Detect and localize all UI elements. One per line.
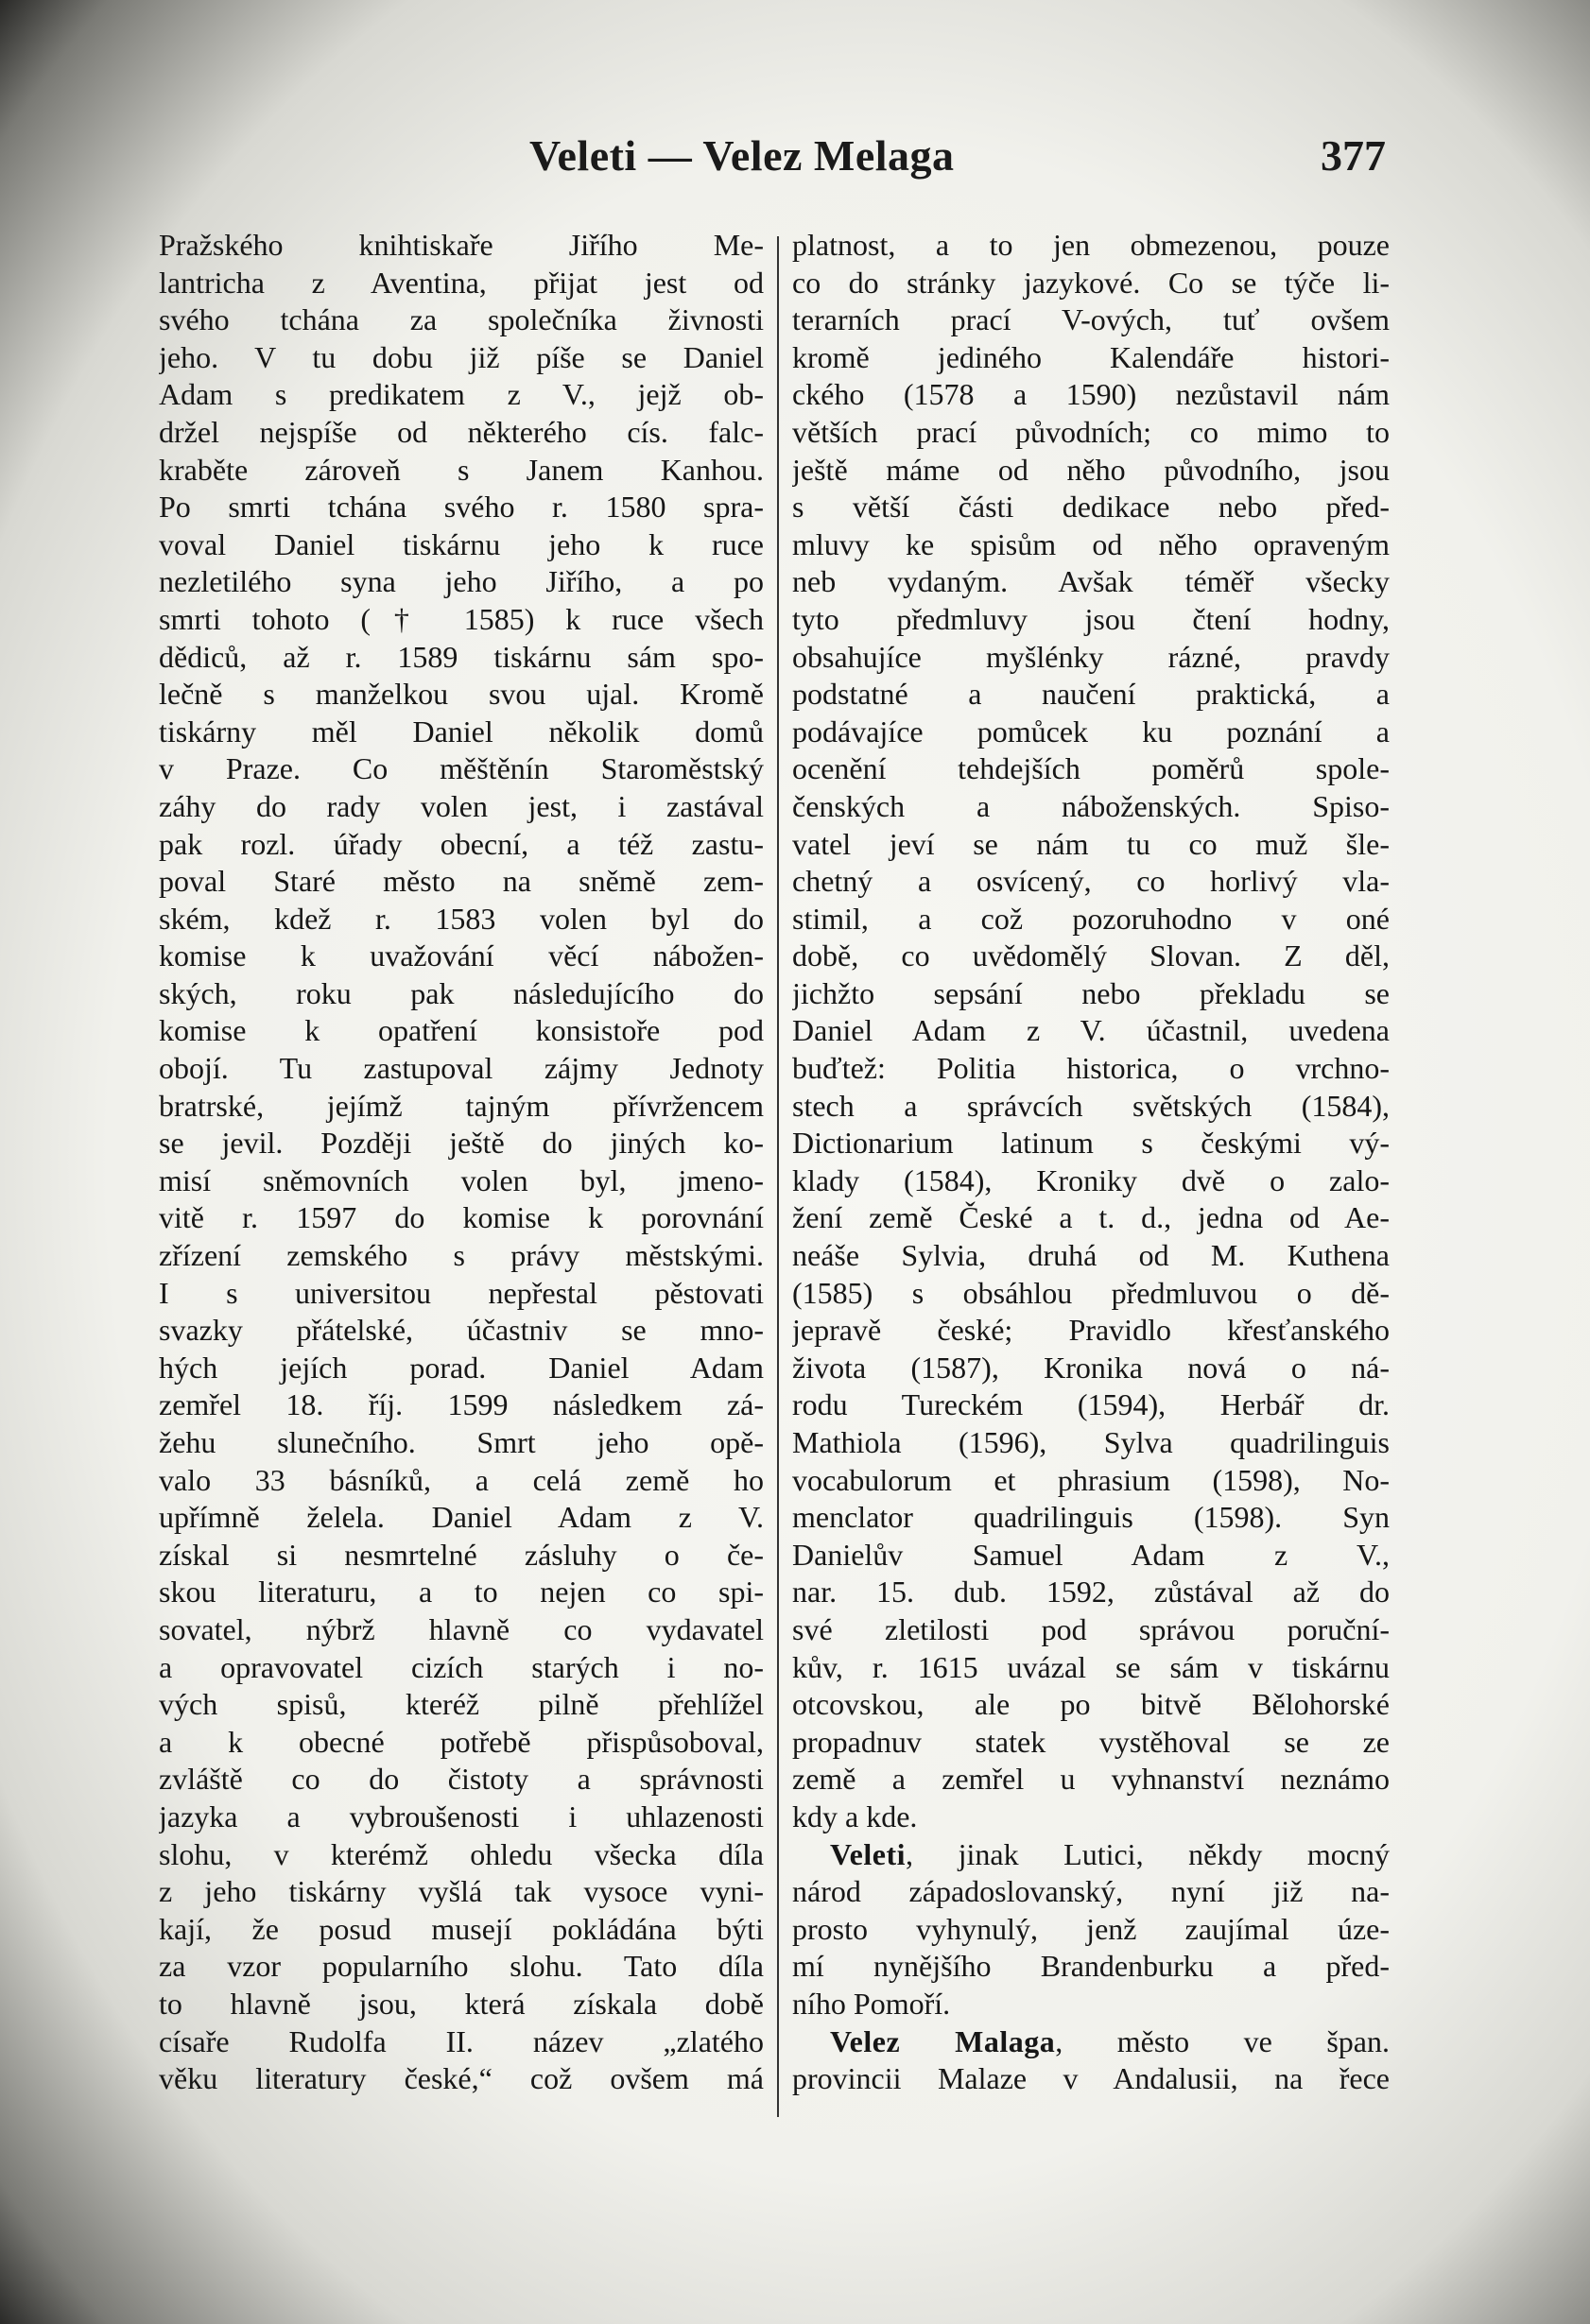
text-line: života (1587), Kronika nová o ná- — [792, 1350, 1390, 1385]
text-line: valo 33 básníků, a celá země ho — [159, 1462, 764, 1497]
text-line: s větší části dedikace nebo před- — [792, 490, 1390, 525]
text-line: jepravě české; Pravidlo křesťanského — [792, 1313, 1390, 1348]
text-line: (1585) s obsáhlou předmluvou o dě- — [792, 1275, 1390, 1310]
text-line: kraběte zároveň s Janem Kanhou. — [159, 452, 764, 487]
page-number: 377 — [1321, 131, 1386, 180]
text-line: Mathiola (1596), Sylva quadrilinguis — [792, 1425, 1390, 1459]
text-line: komise k uvažování věcí nábožen- — [159, 938, 764, 973]
entry-veleti-line: prosto vyhynulý, jenž zaujímal úze- — [792, 1911, 1390, 1946]
text-line: nezletilého syna jeho Jiřího, a po — [159, 564, 764, 599]
text-line: země a zemřel u vyhnanství neznámo — [792, 1762, 1390, 1797]
text-line: skou literaturu, a to nejen co spi- — [159, 1575, 764, 1610]
text-line: upřímně želela. Daniel Adam z V. — [159, 1500, 764, 1535]
text-line: ských, roku pak následujícího do — [159, 975, 764, 1010]
text-line: z jeho tiskárny vyšlá tak vysoce vyni- — [159, 1874, 764, 1909]
text-line: zemřel 18. říj. 1599 následkem zá- — [159, 1387, 764, 1422]
text-line: pak rozl. úřady obecní, a též zastu- — [159, 826, 764, 861]
text-line: slohu, v kterémž ohledu všecka díla — [159, 1836, 764, 1871]
text-line: klady (1584), Kroniky dvě o zalo- — [792, 1162, 1390, 1197]
entry-velez-text: , město ve špan. — [1055, 2023, 1390, 2058]
text-line: a k obecné potřebě přispůsoboval, — [159, 1724, 764, 1759]
text-line: chetný a osvícený, co horlivý vla- — [792, 864, 1390, 899]
text-line: neáše Sylvia, druhá od M. Kuthena — [792, 1238, 1390, 1273]
text-line: Danielův Samuel Adam z V., — [792, 1537, 1390, 1572]
text-line: obsahujíce myšlénky rázné, pravdy — [792, 639, 1390, 674]
text-line: v Praze. Co měštěnín Staroměstský — [159, 751, 764, 786]
text-line: držel nejspíše od některého cís. falc- — [159, 414, 764, 449]
text-line: Dictionarium latinum s českými vý- — [792, 1126, 1390, 1161]
text-line: misí sněmovních volen byl, jmeno- — [159, 1162, 764, 1197]
right-column-text — [792, 227, 1390, 1836]
text-line: voval Daniel tiskárnu jeho k ruce — [159, 526, 764, 561]
text-line: jeho. V tu dobu již píše se Daniel — [159, 339, 764, 374]
text-line: se jevil. Později ještě do jiných ko- — [159, 1126, 764, 1161]
text-line: podstatné a naučení praktická, a — [792, 677, 1390, 712]
text-line: tiskárny měl Daniel několik domů — [159, 714, 764, 749]
text-line: Po smrti tchána svého r. 1580 spra- — [159, 490, 764, 525]
text-line: smrti tohoto († 1585) k ruce všech — [159, 601, 764, 636]
entry-velez-first-line — [792, 2023, 1390, 2061]
text-line: svazky přátelské, účastniv se mno- — [159, 1313, 764, 1348]
text-line: věku literatury české,“ což ovšem má — [159, 2061, 764, 2096]
text-line: to hlavně jsou, která získala době — [159, 1986, 764, 2021]
entry-veleti-line: ního Pomoří. — [792, 1986, 951, 2021]
text-line: zřízení zemského s právy městskými. — [159, 1238, 764, 1273]
text-line: co do stránky jazykové. Co se týče li- — [792, 265, 1390, 300]
text-line: terarních prací V-ových, tuť ovšem — [792, 302, 1390, 337]
running-head: Veleti — Velez Melaga — [529, 131, 955, 180]
left-column — [159, 227, 764, 2098]
text-line: mluvy ke spisům od něho opraveným — [792, 526, 1390, 561]
text-line: Daniel Adam z V. účastnil, uvedena — [792, 1013, 1390, 1048]
text-line: vitě r. 1597 do komise k porovnání — [159, 1200, 764, 1235]
text-line: svého tchána za společníka živnosti — [159, 302, 764, 337]
text-line: a opravovatel cizích starých i no- — [159, 1649, 764, 1684]
text-line: žehu slunečního. Smrt jeho opě- — [159, 1425, 764, 1459]
text-line: platnost, a to jen obmezenou, pouze — [792, 228, 1390, 262]
entry-veleti-line: národ západoslovanský, nyní již na- — [792, 1874, 1390, 1909]
text-line: ckého (1578 a 1590) nezůstavil nám — [792, 377, 1390, 412]
text-line: kromě jediného Kalendáře histori- — [792, 339, 1390, 374]
text-line: komise k opatření konsistoře pod — [159, 1013, 764, 1048]
text-line: kají, že posud musejí pokládána býti — [159, 1911, 764, 1946]
text-line: ském, kdež r. 1583 volen byl do — [159, 901, 764, 936]
text-line: žení země České a t. d., jedna od Ae- — [792, 1200, 1390, 1235]
text-line: záhy do rady volen jest, i zastával — [159, 788, 764, 823]
text-line: dědiců, až r. 1589 tiskárnu sám spo- — [159, 639, 764, 674]
page-header — [0, 130, 1590, 187]
text-line: hých jejích porad. Daniel Adam — [159, 1350, 764, 1385]
text-line: za vzor popularního slohu. Tato díla — [159, 1949, 764, 1984]
text-line: tyto předmluvy jsou čtení hodny, — [792, 601, 1390, 636]
text-line: jazyka a vybroušenosti i uhlazenosti — [159, 1799, 764, 1833]
text-line: ocenění tehdejších poměrů spole- — [792, 751, 1390, 786]
text-line: získal si nesmrtelné zásluhy o če- — [159, 1537, 764, 1572]
column-divider — [777, 236, 779, 2117]
text-line: lečně s manželkou svou ujal. Kromě — [159, 677, 764, 712]
text-line: čenských a náboženských. Spiso- — [792, 788, 1390, 823]
entry-veleti-first-line — [792, 1836, 1390, 1874]
entry-head-veleti: Veleti — [830, 1836, 907, 1871]
text-line: propadnuv statek vystěhoval se ze — [792, 1724, 1390, 1759]
text-line: stech a správcích světských (1584), — [792, 1088, 1390, 1123]
text-line: podávajíce pomůcek ku poznání a — [792, 714, 1390, 749]
text-line: kdy a kde. — [792, 1799, 918, 1833]
text-line: nar. 15. dub. 1592, zůstával až do — [792, 1575, 1390, 1610]
text-line: I s universitou nepřestal pěstovati — [159, 1275, 764, 1310]
text-line: sovatel, nýbrž hlavně co vydavatel — [159, 1611, 764, 1646]
entry-veleti-line: mí nynějšího Brandenburku a před- — [792, 1949, 1390, 1984]
text-line: době, co uvědomělý Slovan. Z děl, — [792, 938, 1390, 973]
text-line: Pražského knihtiskaře Jiřího Me- — [159, 228, 764, 262]
text-line: Adam s predikatem z V., jejž ob- — [159, 377, 764, 412]
text-line: císaře Rudolfa II. název „zlatého — [159, 2023, 764, 2058]
text-line: lantricha z Aventina, přijat jest od — [159, 265, 764, 300]
text-line: buďtež: Politia historica, o vrchno- — [792, 1051, 1390, 1086]
text-line: zvláště co do čistoty a správnosti — [159, 1762, 764, 1797]
text-line: neb vydaným. Avšak téměř všecky — [792, 564, 1390, 599]
text-line: ještě máme od něho původního, jsou — [792, 452, 1390, 487]
text-line: jichžto sepsání nebo překladu se — [792, 975, 1390, 1010]
text-line: kův, r. 1615 uvázal se sám v tiskárnu — [792, 1649, 1390, 1684]
text-line: vatel jeví se nám tu co muž šle- — [792, 826, 1390, 861]
text-line: vých spisů, kteréž pilně přehlížel — [159, 1687, 764, 1722]
text-line: otcovskou, ale po bitvě Bělohorské — [792, 1687, 1390, 1722]
entry-velez-line: provincii Malaze v Andalusii, na řece — [792, 2061, 1390, 2096]
entry-veleti-text: , jinak Lutici, někdy mocný — [906, 1836, 1390, 1871]
text-line: rodu Tureckém (1594), Herbář dr. — [792, 1387, 1390, 1422]
text-line: bratrské, jejímž tajným přívržencem — [159, 1088, 764, 1123]
text-line: větších prací původních; co mimo to — [792, 414, 1390, 449]
text-line: vocabulorum et phrasium (1598), No- — [792, 1462, 1390, 1497]
right-column — [792, 227, 1390, 2098]
text-line: své zletilosti pod správou poruční- — [792, 1611, 1390, 1646]
text-line: stimil, a což pozoruhodno v oné — [792, 901, 1390, 936]
entry-head-velez-malaga: Velez Malaga — [830, 2023, 1056, 2058]
text-line: obojí. Tu zastupoval zájmy Jednoty — [159, 1051, 764, 1086]
text-line: menclator quadrilinguis (1598). Syn — [792, 1500, 1390, 1535]
text-line: poval Staré město na sněmě zem- — [159, 864, 764, 899]
